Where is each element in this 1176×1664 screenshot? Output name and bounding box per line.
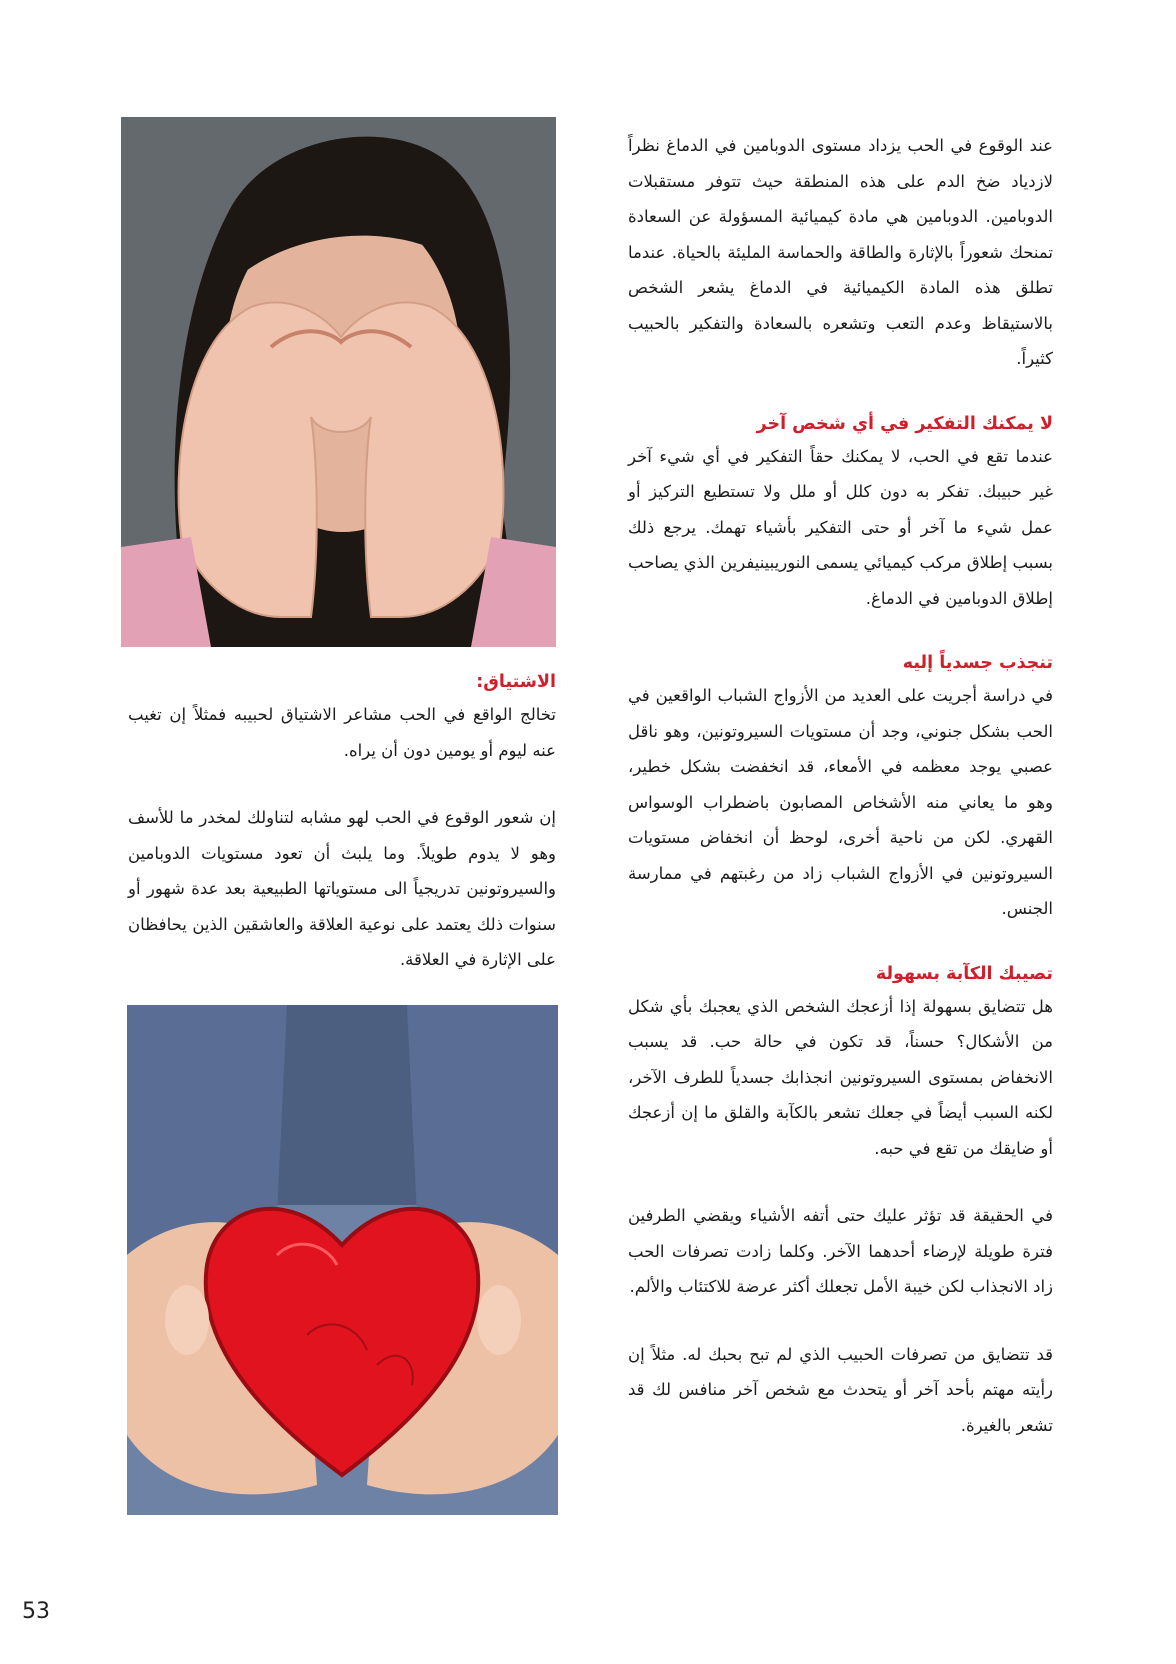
hands-holding-heart-photo: [127, 1005, 558, 1515]
paragraph-physical-attraction: في دراسة أجريت على العديد من الأزواج الشباب الواقعين في الحب بشكل جنوني، وجد أن مستويات السيروتونين، وهو ناقل عصبي يوجد معظمه في الأمعاء، قد انخفضت بشكل خطير، وهو ما يعاني منه الأشخاص المصابون باضطراب الوسواس القهري. لكن من ناحية أخرى، لوحظ أن انخفاض مستويات السيروتونين في الأزواج الشباب زاد من رغبتهم في ممارسة الجنس.: [628, 686, 1053, 918]
woman-heart-hands-photo: [121, 117, 556, 647]
heading-depression: تصيبك الكآبة بسهولة: [875, 963, 1053, 984]
paragraph-love-like-drug: إن شعور الوقوع في الحب لهو مشابه لتناولك لمخدر ما للأسف وهو لا يدوم طويلاً. وما يلبث أن تعود مستويات الدوبامين والسيروتونين تدريجياً الى مستوياتها الطبيعية بعد عدة شهور أو سنوات ذلك يعتمد على نوعية العلاقة والعاشقين الذين يحافظان على الإثارة في العلاقة.: [128, 808, 556, 969]
heading-longing: الاشتياق:: [476, 672, 556, 692]
paragraph-depression-2: في الحقيقة قد تؤثر عليك حتى أتفه الأشياء ويقضي الطرفين فترة طويلة لإرضاء أحدهما الآخر. وكلما زادت تصرفات الحب زاد الانجذاب لكن خيبة الأمل تجعلك أكثر عرضة للاكتئاب والألم.: [628, 1206, 1053, 1296]
heart-hands-illustration: [127, 1005, 558, 1515]
paragraph-depression-3: قد تتضايق من تصرفات الحبيب الذي لم تبح بحبك له. مثلاً إن رأيته مهتم بأحد آخر أو يتحدث مع شخص آخر منافس لك قد تشعر بالغيرة.: [628, 1344, 1053, 1435]
woman-illustration: [121, 117, 556, 647]
heading-physical-attraction: تنجذب جسدياً إليه: [902, 653, 1053, 673]
paragraph-depression-1: هل تتضايق بسهولة إذا أزعجك الشخص الذي يعجبك بأي شكل من الأشكال؟ حسناً، قد تكون في حالة حب. قد يسبب الانخفاض بمستوى السيروتونين انجذابك جسدياً للطرف الآخر، لكنه السبب أيضاً في جعلك تشعر بالكآبة والقلق ما إن أزعجك أو ضايقك من تقع في حبه.: [628, 996, 1053, 1158]
paragraph-cant-think-of-others: عندما تقع في الحب، لا يمكنك حقاً التفكير في أي شيء آخر غير حبيبك. تفكر به دون كلل أو ملل ولا تستطيع التركيز أو عمل شيء ما آخر أو حتى التفكير بأشياء تهمك. يرجع ذلك بسبب إطلاق مركب كيميائي يسمى النوريبينيفرين الذي يصاحب إطلاق الدوبامين في الدماغ.: [628, 446, 1053, 608]
paragraph-longing: تخالج الواقع في الحب مشاعر الاشتياق لحبيبه فمثلاً إن تغيب عنه ليوم أو يومين دون أن يراه.: [128, 705, 556, 760]
right-text-column: [628, 128, 1053, 1443]
page-number: 53: [22, 1599, 50, 1624]
intro-paragraph: عند الوقوع في الحب يزداد مستوى الدوبامين في الدماغ نظراً لازدياد ضخ الدم على هذه المنطقة حيث تتوفر مستقبلات الدوبامين. الدوبامين هي مادة كيميائية المسؤولة عن السعادة تمنحك شعوراً بالإثارة والطاقة والحماسة المليئة بالحياة. عندما تطلق هذه المادة الكيميائية في الدماغ يشعر الشخص بالاستيقاظ وعدم التعب وتشعره بالسعادة والتفكير بالحبيب كثيراً.: [628, 136, 1053, 368]
left-text-column: [128, 667, 556, 978]
heading-cant-think-of-others: لا يمكنك التفكير في أي شخص آخر: [756, 413, 1053, 434]
